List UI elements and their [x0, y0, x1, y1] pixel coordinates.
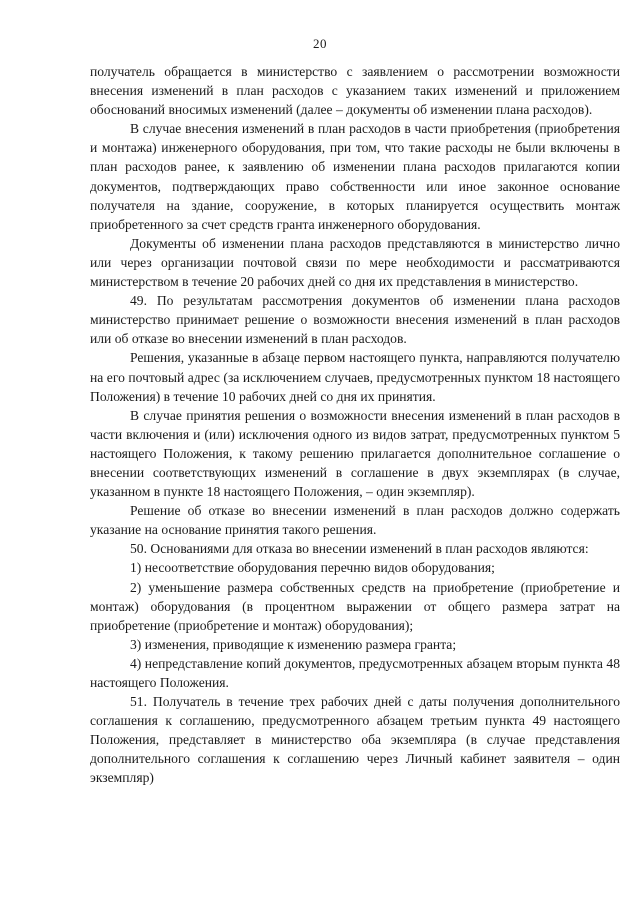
paragraph: В случае внесения изменений в план расходов в части приобретения (приобретения и монтажа) инженерного оборудования, при том, что такие расходы не были включены в план расходов ранее, к заявлению об изменении плана расходов прилагаются копии документов, подтверждающих право собственности или иное законное основание получателя на здание, сооружение, в которых планируется осуществить монтаж приобретенного за счет средств гранта инженерного оборудования. [90, 121, 620, 232]
paragraph-clause-50: 50. Основаниями для отказа во внесении изменений в план расходов являются: [130, 541, 589, 557]
paragraph-continuation: получатель обращается в министерство с заявлением о рассмотрении возможности внесения изменений в план расходов с указанием таких изменений и приложением обоснований вносимых изменений (далее – документы об изменении плана расходов). [90, 64, 620, 118]
list-item: 2) уменьшение размера собственных средств на приобретение (приобретение и монтаж) оборудования (в процентном выражении от общего размера затрат на приобретение (приобретение и монтаж) оборудования); [90, 579, 620, 633]
list-item: 3) изменения, приводящие к изменению размера гранта; [130, 636, 457, 652]
paragraph: Решение об отказе во внесении изменений в план расходов должно содержать указание на основание принятия такого решения. [90, 503, 620, 538]
page-number: 20 [313, 36, 327, 51]
paragraph-clause-49: 49. По результатам рассмотрения документов об изменении плана расходов министерство принимает решение о возможности внесения изменений в план расходов или об отказе во внесении изменений в план расходов. [90, 293, 620, 347]
list-item: 1) несоответствие оборудования перечню видов оборудования; [130, 560, 495, 576]
paragraph: Документы об изменении плана расходов представляются в министерство лично или через организации почтовой связи по мере необходимости и рассматриваются министерством в течение 20 рабочих дней со дня их представления в министерство. [90, 235, 620, 290]
paragraph: Решения, указанные в абзаце первом настоящего пункта, направляются получателю на его почтовый адрес (за исключением случаев, предусмотренных пунктом 18 настоящего Положения) в течение 10 рабочих дней со дня их принятия. [90, 350, 620, 404]
paragraph-clause-51: 51. Получатель в течение трех рабочих дней с даты получения дополнительного соглашения к соглашению, предусмотренного абзацем третьим пункта 49 настоящего Положения, представляет в министерство оба экземпляра (в случае представления дополнительного соглашения к соглашению через Личный кабинет заявителя – один экземпляр) [90, 694, 620, 786]
page-body [90, 62, 620, 788]
paragraph: В случае принятия решения о возможности внесения изменений в план расходов в части включения и (или) исключения одного из видов затрат, предусмотренных пунктом 5 настоящего Положения, к такому решению прилагается дополнительное соглашение о внесении соответствующих изменений в соглашение в двух экземплярах (в случае, указанном в пункте 18 настоящего Положения, – один экземпляр). [90, 407, 620, 500]
list-item: 4) непредставление копий документов, предусмотренных абзацем вторым пункта 48 настоящего Положения. [90, 655, 620, 690]
